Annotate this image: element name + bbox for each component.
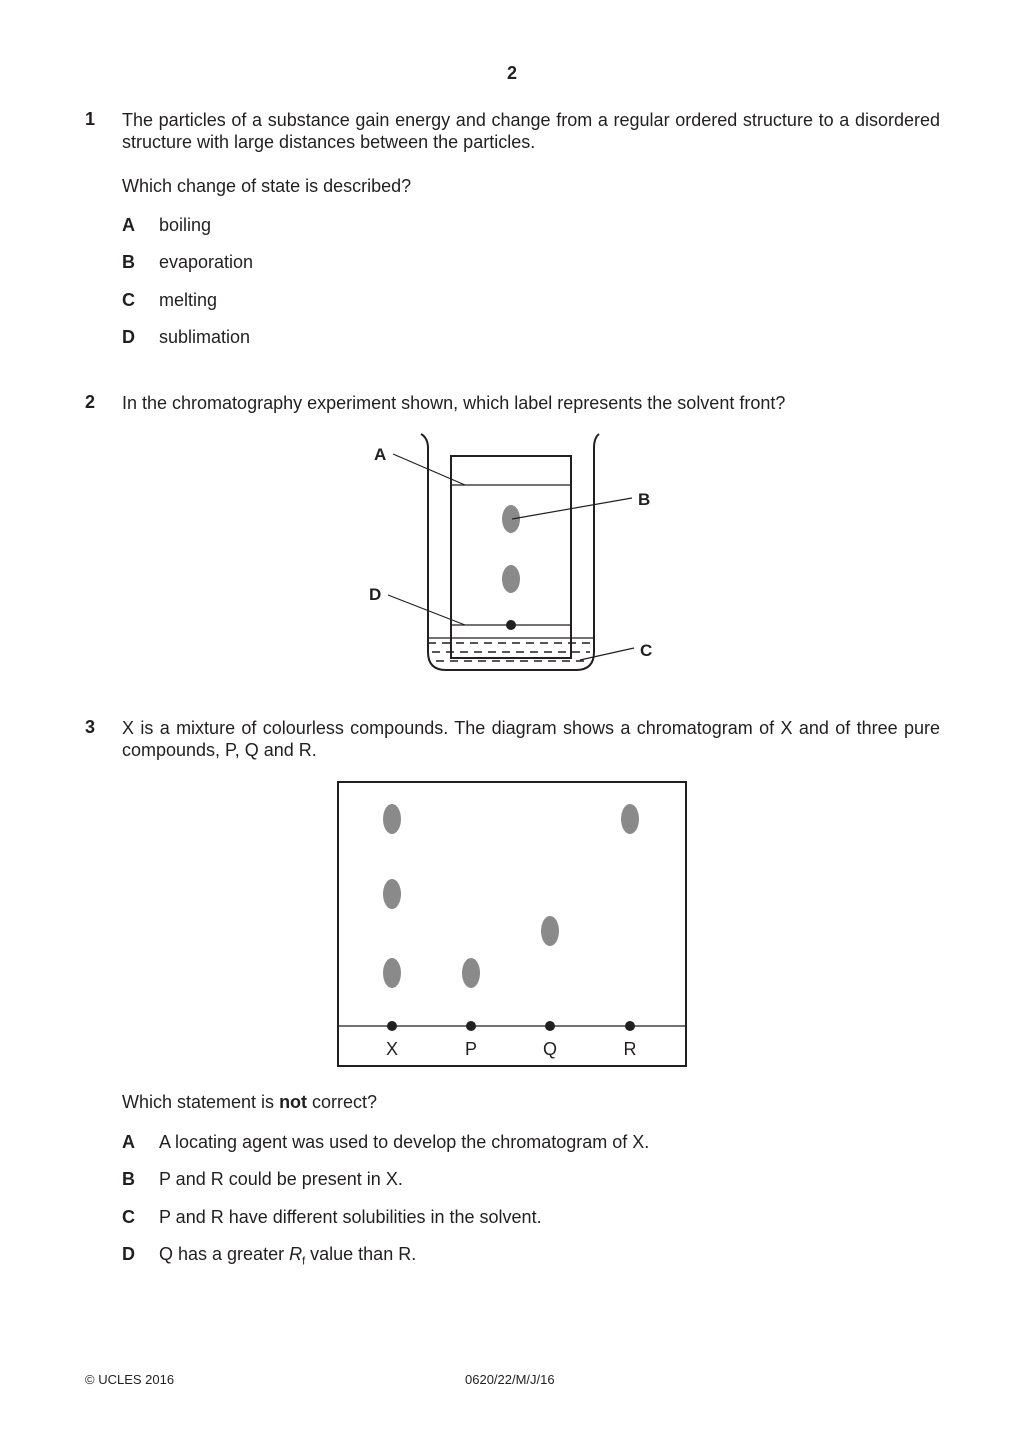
q1-option-d-text: sublimation — [159, 327, 251, 347]
label-c: C — [640, 641, 653, 660]
question-2-number: 2 — [85, 392, 96, 412]
q1-option-b-text: evaporation — [159, 252, 254, 272]
q3-option-c-text: P and R have different solubilities in the solvent. — [159, 1207, 542, 1227]
footer-paper-code: 0620/22/M/J/16 — [465, 1372, 555, 1387]
question-3-prompt: Which statement is not correct? — [122, 1092, 378, 1112]
q3-option-a-letter: A — [122, 1132, 135, 1152]
spot-p-1 — [462, 958, 480, 988]
prompt-emphasis: not — [279, 1092, 308, 1112]
question-3-number: 3 — [85, 717, 96, 737]
q1-option-c-text: melting — [159, 290, 218, 310]
label-a: A — [374, 445, 387, 464]
label-d: D — [369, 585, 382, 604]
q1-option-d-letter: D — [122, 327, 135, 347]
question-2-text: In the chromatography experiment shown, which label represents the solvent front? — [122, 393, 786, 413]
q1-option-a-text: boiling — [159, 215, 212, 235]
origin-x — [387, 1021, 397, 1031]
q3-option-d-letter: D — [122, 1244, 135, 1264]
spot-x-3 — [383, 958, 401, 988]
question-3-text: X is a mixture of colourless compounds. The diagram shows a chromatogram of X and of three pure compounds, P, Q and R. — [122, 718, 940, 760]
lane-label-p: P — [464, 1039, 478, 1059]
chromatography-apparatus-diagram — [0, 0, 1024, 700]
spot-q-1 — [541, 916, 559, 946]
q1-option-a-letter: A — [122, 215, 135, 235]
origin-r — [625, 1021, 635, 1031]
label-c-leader — [580, 648, 634, 660]
q3-option-b-text: P and R could be present in X. — [159, 1169, 403, 1189]
footer-copyright: © UCLES 2016 — [85, 1372, 175, 1387]
label-d-leader — [388, 595, 465, 625]
question-1-text: The particles of a substance gain energy and change from a regular ordered structure to a disordered structure with large distances between the particles. — [122, 110, 940, 152]
lane-label-x: X — [385, 1039, 399, 1059]
q3-option-a-text: A locating agent was used to develop the chromatogram of X. — [159, 1132, 650, 1152]
spot-upper — [502, 505, 520, 533]
q1-option-c-letter: C — [122, 290, 135, 310]
spot-x-2 — [383, 879, 401, 909]
q1-option-b-letter: B — [122, 252, 135, 272]
q3-option-b-letter: B — [122, 1169, 135, 1189]
label-b: B — [638, 490, 651, 509]
spot-x-1 — [383, 804, 401, 834]
origin-q — [545, 1021, 555, 1031]
question-1-prompt: Which change of state is described? — [122, 176, 412, 196]
spot-lower — [502, 565, 520, 593]
q3-option-d-text: Q has a greater $R_f$ value than R. — [159, 1244, 417, 1268]
q3-option-c-letter: C — [122, 1207, 135, 1227]
question-1-number: 1 — [85, 109, 96, 129]
chromatogram-diagram — [0, 770, 1024, 1080]
lane-label-q: Q — [542, 1039, 558, 1059]
page-number: 2 — [506, 63, 517, 83]
lane-label-r: R — [623, 1039, 637, 1059]
beaker — [421, 434, 599, 670]
origin-p — [466, 1021, 476, 1031]
origin-spot — [506, 620, 516, 630]
spot-r-1 — [621, 804, 639, 834]
